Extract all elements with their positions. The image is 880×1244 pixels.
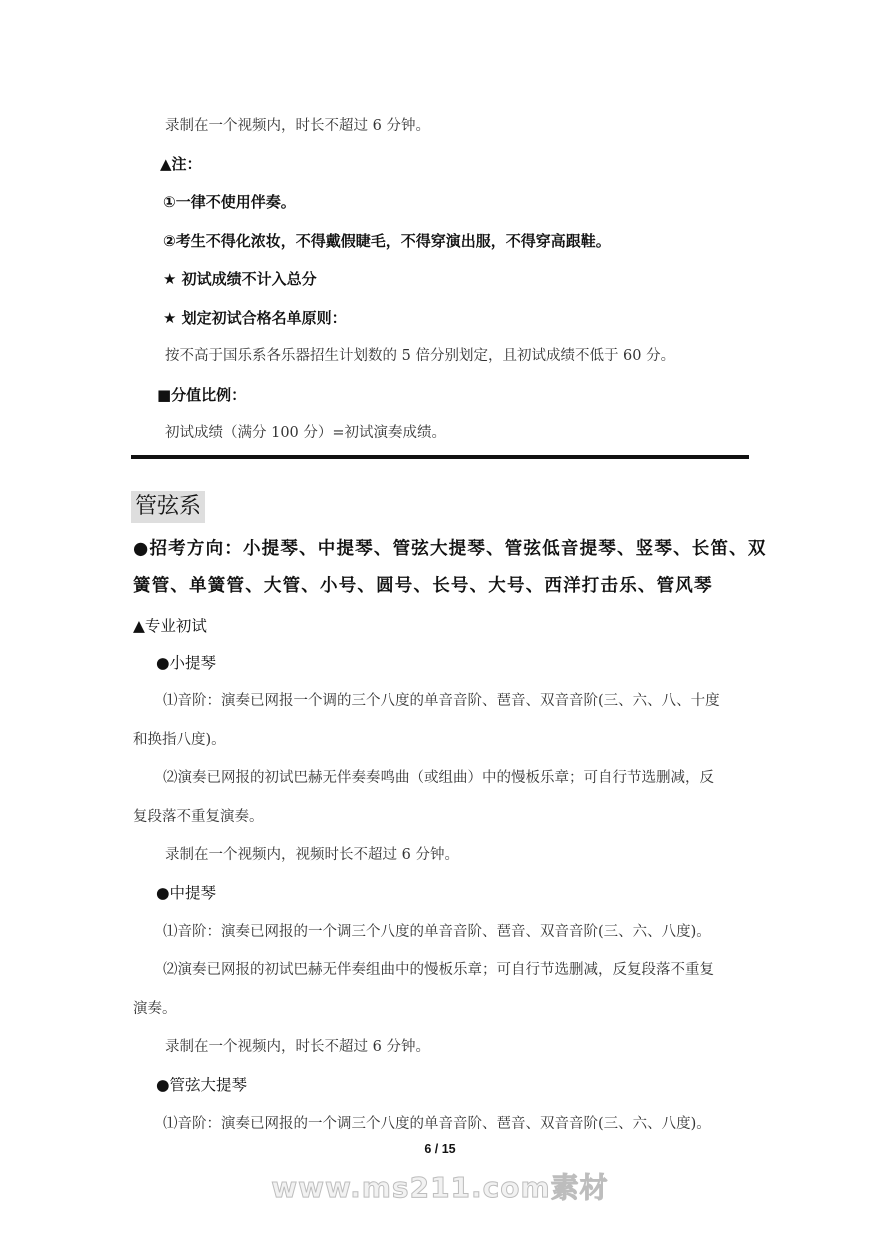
exam-heading: ▲专业初试 [133,617,207,635]
record-note-1: 录制在一个视频内，时长不超过 6 分钟。 [165,118,430,134]
violin-item-2-line-1: ⑵演奏已网报的初试巴赫无伴奏奏鸣曲（或组曲）中的慢板乐章；可自行节选删减，反 [163,770,714,786]
viola-record-note: 录制在一个视频内，时长不超过 6 分钟。 [165,1039,430,1055]
note-item-1: ①一律不使用伴奏。 [163,193,296,211]
star-note-1: ★ 初试成绩不计入总分 [163,270,317,288]
star-note-2: ★ 划定初试合格名单原则： [163,309,347,327]
violin-item-1-line-2: 和换指八度)。 [133,732,226,748]
directions-line-1: ●招考方向：小提琴、中提琴、管弦大提琴、管弦低音提琴、竖琴、长笛、双 [133,539,767,559]
violin-item-2-line-2: 复段落不重复演奏。 [133,809,264,825]
viola-item-2-line-2: 演奏。 [133,1001,177,1017]
cello-heading: ●管弦大提琴 [156,1076,248,1094]
ratio-heading: ■分值比例： [157,386,247,404]
viola-item-2-line-1: ⑵演奏已网报的初试巴赫无伴奏组曲中的慢板乐章；可自行节选删减，反复段落不重复 [163,962,714,978]
note-heading: ▲注： [160,155,202,173]
section-title: 管弦系 [131,491,205,523]
principle-text: 按不高于国乐系各乐器招生计划数的 5 倍分别划定，且初试成绩不低于 60 分。 [165,348,676,364]
watermark: www.ms211.com素材 [271,1171,609,1204]
directions-line-2: 簧管、单簧管、大管、小号、圆号、长号、大号、西洋打击乐、管风琴 [133,576,713,596]
ratio-text: 初试成绩（满分 100 分）=初试演奏成绩。 [165,425,447,441]
viola-item-1: ⑴音阶：演奏已网报的一个调三个八度的单音音阶、琶音、双音音阶(三、六、八度)。 [163,924,711,940]
violin-item-1-line-1: ⑴音阶：演奏已网报一个调的三个八度的单音音阶、琶音、双音音阶(三、六、八、十度 [163,693,720,709]
note-item-2: ②考生不得化浓妆，不得戴假睫毛，不得穿演出服，不得穿高跟鞋。 [163,232,611,250]
cello-item-1: ⑴音阶：演奏已网报的一个调三个八度的单音音阶、琶音、双音音阶(三、六、八度)。 [163,1116,711,1132]
page-number: 6 / 15 [424,1142,456,1156]
viola-heading: ●中提琴 [156,884,217,902]
violin-record-note: 录制在一个视频内，视频时长不超过 6 分钟。 [165,847,459,863]
section-divider [131,455,749,459]
violin-heading: ●小提琴 [156,654,217,672]
